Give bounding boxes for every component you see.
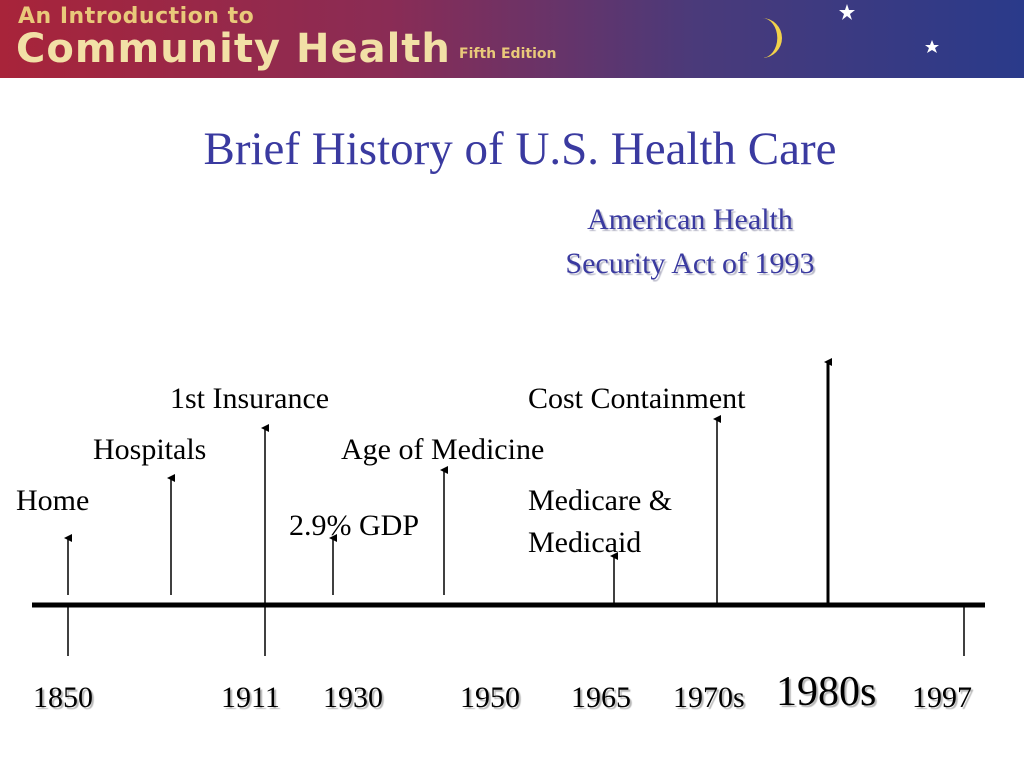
label-gdp: 2.9% GDP [289, 509, 420, 542]
banner-subtitle: An Introduction to [18, 4, 255, 29]
year-1970s: 1970s [673, 681, 745, 714]
callout-line-2: Security Act of 1993 [565, 247, 815, 280]
year-1911: 1911 [221, 681, 280, 714]
year-1965: 1965 [571, 681, 631, 714]
label-home: Home [16, 484, 90, 517]
label-medicare-2: Medicaid [528, 526, 642, 559]
year-1997: 1997 [912, 681, 972, 714]
year-1930: 1930 [323, 681, 383, 714]
label-cost-containment: Cost Containment [528, 382, 746, 415]
slide-title: Brief History of U.S. Health Care [203, 123, 837, 175]
year-1980s: 1980s [776, 669, 877, 715]
banner-edition: Fifth Edition [459, 46, 557, 62]
callout-line-1: American Health [587, 203, 793, 236]
label-hospitals: Hospitals [93, 433, 207, 466]
label-insurance: 1st Insurance [170, 382, 330, 415]
label-medicine: Age of Medicine [341, 433, 545, 466]
banner-title: Community Health [16, 26, 451, 72]
label-medicare-1: Medicare & [528, 484, 673, 517]
year-1850: 1850 [33, 681, 93, 714]
year-1950: 1950 [460, 681, 520, 714]
